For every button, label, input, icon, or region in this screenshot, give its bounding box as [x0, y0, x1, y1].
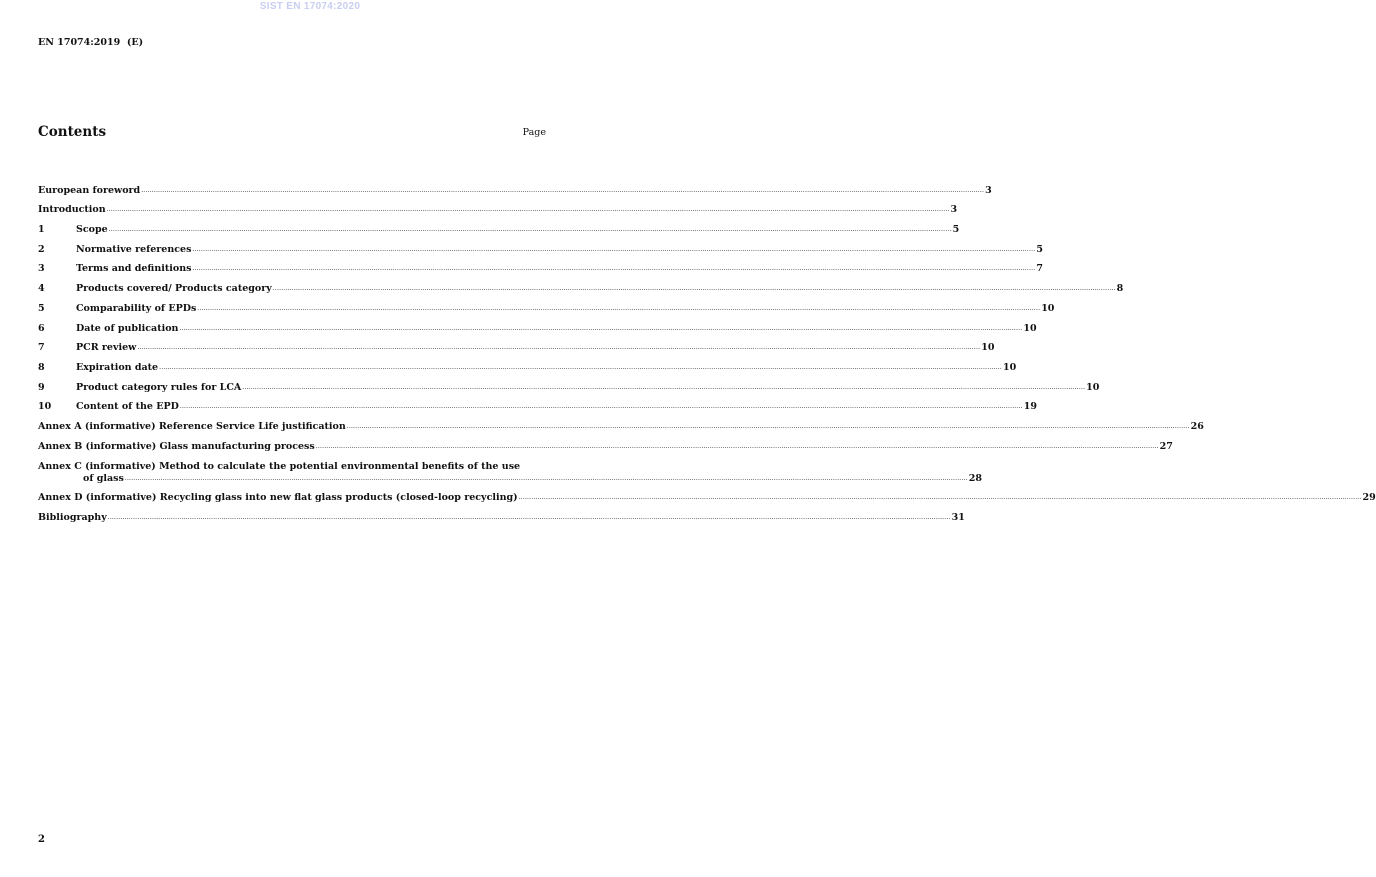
- page-column-label: Page: [522, 127, 546, 138]
- toc-entry-annex-b[interactable]: [38, 433, 1173, 453]
- toc-entry-number: 4: [38, 283, 45, 295]
- toc-entry-comparability-of-epds[interactable]: [38, 295, 1055, 315]
- toc-entry-title-continued: of glass: [83, 472, 124, 484]
- toc-entry-title: Annex B (informative) Glass manufacturing process: [38, 440, 315, 452]
- toc-entry-title: Bibliography: [38, 512, 107, 523]
- toc-entry-wrap: [38, 461, 982, 485]
- toc-entry-page: 10: [981, 342, 995, 354]
- dot-leader: ................................................................................................................................................................................................................................................................................................................................................................................................................: [106, 206, 950, 214]
- dot-leader: ................................................................................................................................................................................................................................................................................................................................................................................................................: [137, 344, 981, 352]
- toc-entry-title: Product category rules for LCA: [76, 381, 242, 393]
- toc-entry-number: 1: [38, 224, 45, 236]
- toc-entry-title: Scope: [76, 224, 108, 236]
- toc-entry-page: 26: [1190, 420, 1204, 432]
- toc-entry-page: 10: [1003, 361, 1017, 373]
- dot-leader: ................................................................................................................................................................................................................................................................................................................................................................................................................: [107, 514, 951, 521]
- table-of-contents: [38, 177, 1376, 524]
- toc-entry-annex-a[interactable]: [38, 413, 1204, 433]
- dot-leader: ................................................................................................................................................................................................................................................................................................................................................................................................................: [192, 245, 1036, 253]
- page-title: Contents: [38, 124, 107, 140]
- toc-entry-date-of-publication[interactable]: [38, 315, 1037, 335]
- dot-leader: ................................................................................................................................................................................................................................................................................................................................................................................................................: [272, 285, 1116, 293]
- toc-entry-page: 3: [985, 184, 992, 196]
- dot-leader: ................................................................................................................................................................................................................................................................................................................................................................................................................: [346, 422, 1190, 430]
- toc-entry-title: PCR review: [76, 342, 137, 354]
- toc-entry-products-covered[interactable]: [38, 275, 1124, 295]
- toc-entry-continuation: [38, 473, 982, 485]
- toc-entry-title: Content of the EPD: [76, 401, 179, 413]
- toc-entry-page: 31: [951, 512, 965, 523]
- toc-entry-page: 10: [1023, 322, 1037, 334]
- toc-entry-scope[interactable]: [38, 216, 960, 236]
- toc-entry-annex-d[interactable]: [38, 485, 1376, 505]
- toc-entry-normative-references[interactable]: [38, 236, 1043, 256]
- toc-entry-page: 10: [1041, 302, 1055, 314]
- dot-leader: ................................................................................................................................................................................................................................................................................................................................................................................................................: [518, 494, 1362, 502]
- page-number: 2: [38, 834, 45, 845]
- dot-leader: ................................................................................................................................................................................................................................................................................................................................................................................................................: [315, 442, 1159, 450]
- toc-entry-page: 19: [1023, 401, 1037, 413]
- watermark: SIST EN 17074:2020: [259, 1, 361, 12]
- toc-entry-number: 7: [38, 342, 45, 354]
- toc-entry-bibliography[interactable]: [38, 504, 965, 524]
- toc-entry-pcr-review[interactable]: [38, 335, 995, 355]
- toc-entry-title: European foreword: [38, 184, 141, 196]
- toc-entry-number: 2: [38, 243, 45, 255]
- dot-leader: ................................................................................................................................................................................................................................................................................................................................................................................................................: [124, 474, 968, 482]
- dot-leader: ................................................................................................................................................................................................................................................................................................................................................................................................................: [179, 403, 1023, 411]
- toc-entry-number: 9: [38, 381, 45, 393]
- toc-entry-number: 5: [38, 302, 45, 314]
- toc-entry-title: Normative references: [76, 243, 192, 255]
- toc-entry-page: 7: [1036, 263, 1043, 275]
- toc-entry-title: Date of publication: [76, 322, 179, 334]
- toc-entry-european-foreword[interactable]: [38, 177, 992, 197]
- toc-entry-number: 8: [38, 361, 45, 373]
- toc-entry-number: 3: [38, 263, 45, 275]
- dot-leader: ................................................................................................................................................................................................................................................................................................................................................................................................................: [192, 265, 1036, 273]
- toc-entry-annex-c[interactable]: [38, 453, 982, 485]
- toc-entry-number: 6: [38, 322, 45, 334]
- dot-leader: ................................................................................................................................................................................................................................................................................................................................................................................................................: [179, 324, 1023, 332]
- toc-entry-title: Terms and definitions: [76, 263, 192, 275]
- toc-entry-number: 10: [38, 401, 52, 413]
- toc-entry-introduction[interactable]: [38, 197, 958, 217]
- toc-entry-title: Products covered/ Products category: [76, 283, 272, 295]
- toc-entry-page: 5: [1036, 243, 1043, 255]
- dot-leader: ................................................................................................................................................................................................................................................................................................................................................................................................................: [141, 186, 985, 194]
- dot-leader: ................................................................................................................................................................................................................................................................................................................................................................................................................: [242, 383, 1086, 391]
- toc-entry-title: Expiration date: [76, 361, 159, 373]
- toc-entry-page: 5: [952, 224, 960, 236]
- toc-entry-page: 29: [1362, 492, 1376, 504]
- toc-entry-page: 3: [950, 204, 958, 216]
- toc-entry-page: 10: [1086, 381, 1100, 393]
- toc-entry-page: 27: [1159, 440, 1173, 452]
- toc-entry-content-of-the-epd[interactable]: [38, 394, 1037, 414]
- toc-entry-product-category-rules[interactable]: [38, 374, 1100, 394]
- document-id: EN 17074:2019 (E): [38, 37, 144, 48]
- toc-entry-title: Comparability of EPDs: [76, 302, 197, 314]
- dot-leader: ................................................................................................................................................................................................................................................................................................................................................................................................................: [108, 226, 952, 234]
- dot-leader: ................................................................................................................................................................................................................................................................................................................................................................................................................: [197, 304, 1041, 312]
- toc-entry-expiration-date[interactable]: [38, 354, 1017, 374]
- toc-entry-page: 28: [968, 472, 982, 484]
- toc-entry-title: Annex D (informative) Recycling glass into new flat glass products (closed-loop recycling): [38, 492, 518, 504]
- toc-entry-title: Introduction: [38, 204, 106, 216]
- dot-leader: ................................................................................................................................................................................................................................................................................................................................................................................................................: [159, 363, 1002, 371]
- toc-entry-page: 8: [1116, 283, 1124, 295]
- toc-entry-title: Annex A (informative) Reference Service Life justification: [38, 420, 346, 432]
- toc-entry-terms-and-definitions[interactable]: [38, 256, 1043, 276]
- toc-entry-title: Annex C (informative) Method to calculate the potential environmental benefits of the use: [38, 460, 521, 472]
